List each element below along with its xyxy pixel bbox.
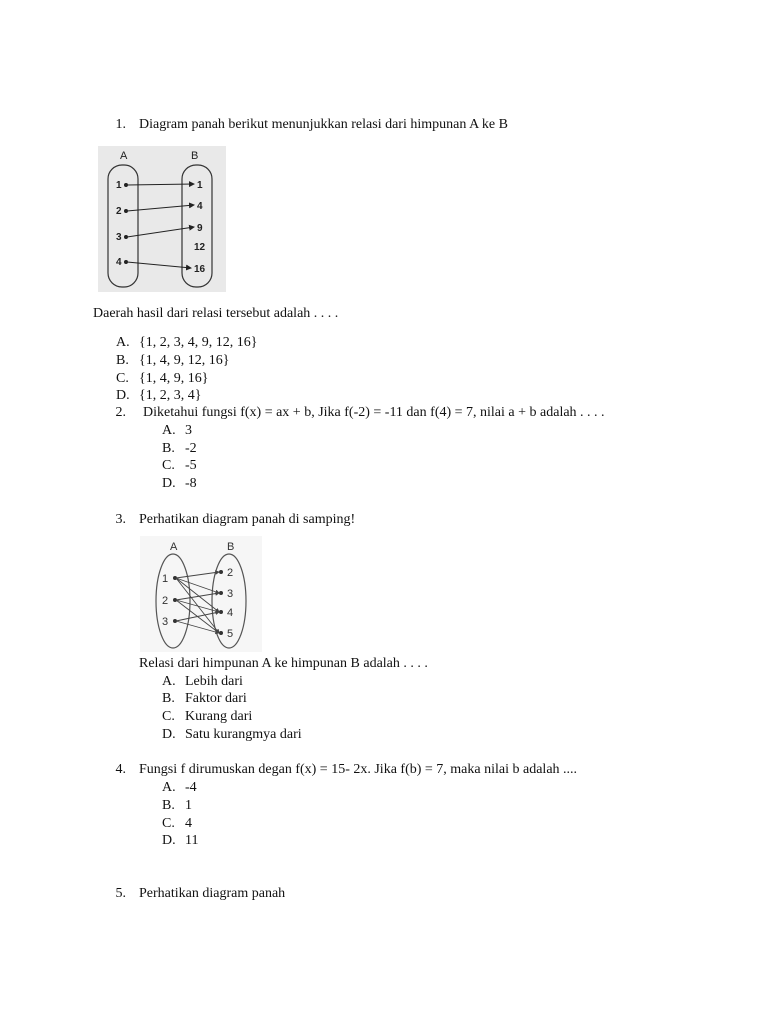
question-5-text: Perhatikan diagram panah xyxy=(139,886,286,901)
question-1-number: 1. xyxy=(115,117,126,132)
question-3-arrow-diagram xyxy=(140,536,262,652)
q4-option-b-letter: B. xyxy=(162,798,175,813)
q4-option-d-text: 11 xyxy=(185,833,199,848)
q1-a-element-1: 1 xyxy=(116,180,122,191)
q1-set-a-oval xyxy=(108,165,138,287)
question-1-text: Diagram panah berikut menunjukkan relasi dari himpunan A ke B xyxy=(139,117,508,132)
q4-option-c-letter: C. xyxy=(162,816,175,831)
question-2-text: Diketahui fungsi f(x) = ax + b, Jika f(-2) = -11 dan f(4) = 7, nilai a + b adalah . . . . xyxy=(143,405,605,420)
q2-option-a-letter: A. xyxy=(162,423,176,438)
q3-set-b-label: B xyxy=(227,541,235,553)
q1-option-b-letter: B. xyxy=(116,353,129,368)
q3-option-a-text: Lebih dari xyxy=(185,674,243,689)
q2-option-c-letter: C. xyxy=(162,458,175,473)
q1-option-d-letter: D. xyxy=(116,388,130,403)
q3-b-element-4: 4 xyxy=(227,607,234,619)
q3-option-b-text: Faktor dari xyxy=(185,691,247,706)
q3-option-c-text: Kurang dari xyxy=(185,709,253,724)
q1-option-b-text: {1, 4, 9, 12, 16} xyxy=(139,353,230,368)
q1-option-c-letter: C. xyxy=(116,371,129,386)
q3-b-element-5: 5 xyxy=(227,628,234,640)
q1-a-element-4: 4 xyxy=(116,257,122,268)
q1-b-element-4: 4 xyxy=(197,201,203,212)
q1-a-element-3: 3 xyxy=(116,232,122,243)
question-1-prompt: Daerah hasil dari relasi tersebut adalah . . . . xyxy=(93,306,339,321)
q4-option-a-letter: A. xyxy=(162,780,176,795)
q4-option-b-text: 1 xyxy=(185,798,192,813)
q1-a-element-2: 2 xyxy=(116,206,122,217)
q2-option-c-text: -5 xyxy=(185,458,197,473)
q3-option-c-letter: C. xyxy=(162,709,175,724)
q1-option-a-letter: A. xyxy=(116,335,130,350)
q3-arrow-3-to-5 xyxy=(176,621,219,633)
q4-option-a-text: -4 xyxy=(185,780,197,795)
q3-a-element-2: 2 xyxy=(162,595,169,607)
q1-option-c-text: {1, 4, 9, 16} xyxy=(139,371,209,386)
q3-b-dot-3 xyxy=(219,591,223,595)
q2-option-b-text: -2 xyxy=(185,441,197,456)
q3-b-dot-2 xyxy=(219,570,223,574)
q1-set-a-label: A xyxy=(120,150,128,162)
q2-option-d-letter: D. xyxy=(162,476,176,491)
q1-arrow-2-to-4 xyxy=(127,205,194,211)
q3-arrow-1-to-2 xyxy=(176,572,219,578)
q3-a-element-1: 1 xyxy=(162,573,169,585)
q3-b-dot-4 xyxy=(219,610,223,614)
q1-arrow-3-to-9 xyxy=(127,227,194,237)
q3-option-d-text: Satu kurangmya dari xyxy=(185,727,302,742)
q3-option-a-letter: A. xyxy=(162,674,176,689)
q3-option-b-letter: B. xyxy=(162,691,175,706)
q1-arrow-1-to-1 xyxy=(127,184,194,185)
q1-set-b-label: B xyxy=(191,150,199,162)
q3-a-element-3: 3 xyxy=(162,616,169,628)
question-4-text: Fungsi f dirumuskan degan f(x) = 15- 2x. Jika f(b) = 7, maka nilai b adalah .... xyxy=(139,762,578,777)
q3-b-element-2: 2 xyxy=(227,567,234,579)
q2-option-a-text: 3 xyxy=(185,423,192,438)
q1-b-element-1: 1 xyxy=(197,180,203,191)
q1-b-element-16: 16 xyxy=(194,264,206,275)
question-3-prompt: Relasi dari himpunan A ke himpunan B adalah . . . . xyxy=(139,656,428,671)
q1-b-element-9: 9 xyxy=(197,223,203,234)
q3-b-element-3: 3 xyxy=(227,588,234,600)
q1-option-a-text: {1, 2, 3, 4, 9, 12, 16} xyxy=(139,335,258,350)
question-2-number: 2. xyxy=(115,405,126,420)
q1-arrow-4-to-16 xyxy=(127,262,191,268)
q4-option-c-text: 4 xyxy=(185,816,192,831)
q3-option-d-letter: D. xyxy=(162,727,176,742)
q2-option-b-letter: B. xyxy=(162,441,175,456)
q3-set-a-label: A xyxy=(170,541,178,553)
q1-b-element-12: 12 xyxy=(194,242,206,253)
q4-option-d-letter: D. xyxy=(162,833,176,848)
question-3-text: Perhatikan diagram panah di samping! xyxy=(139,512,356,527)
question-5-number: 5. xyxy=(115,886,126,901)
q3-b-dot-5 xyxy=(219,631,223,635)
question-3-number: 3. xyxy=(115,512,126,527)
q2-option-d-text: -8 xyxy=(185,476,197,491)
q1-option-d-text: {1, 2, 3, 4} xyxy=(139,388,202,403)
question-1-arrow-diagram xyxy=(98,146,226,292)
question-4-number: 4. xyxy=(115,762,126,777)
